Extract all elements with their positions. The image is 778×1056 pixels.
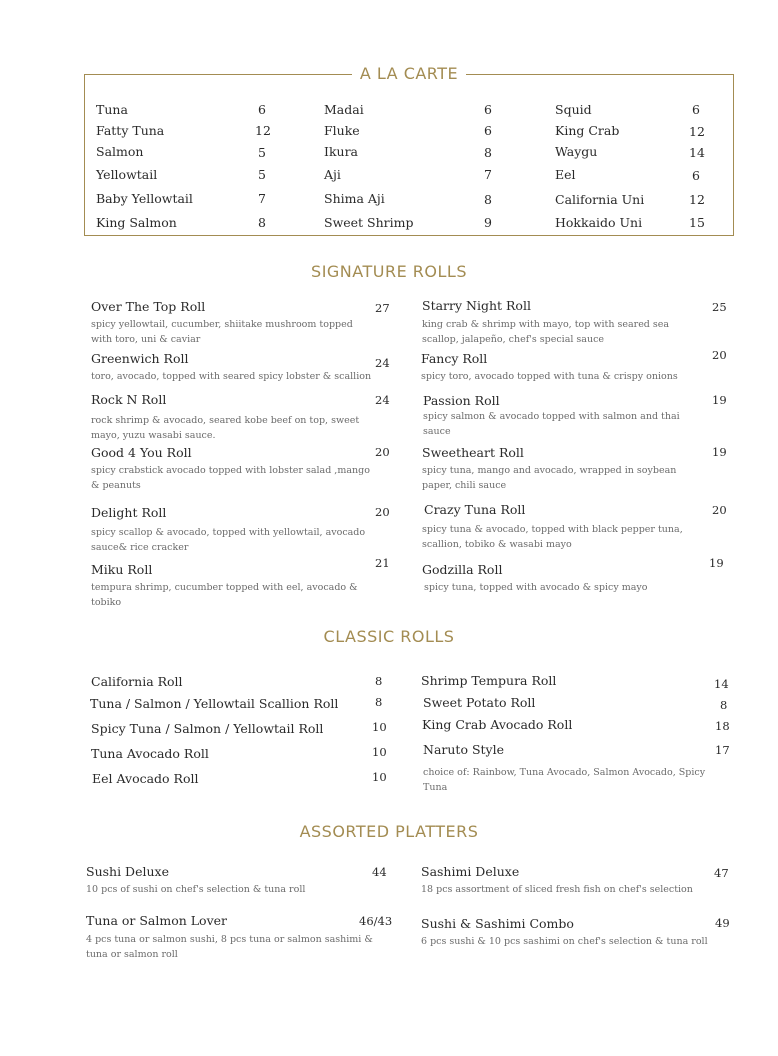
roll-description: tempura shrimp, cucumber topped with eel, avocado & tobiko <box>91 582 358 608</box>
roll-name: Shrimp Tempura Roll <box>421 673 557 688</box>
roll-description: toro, avocado, topped with seared spicy lobster & scallion <box>91 371 372 382</box>
item-price: 14 <box>689 145 705 160</box>
roll-name: Tuna / Salmon / Yellowtail Scallion Roll <box>90 696 339 711</box>
item-name: King Crab <box>555 123 620 138</box>
platter-description: 10 pcs of sushi on chef's selection & tuna roll <box>86 884 306 895</box>
item-name: California Uni <box>555 192 645 207</box>
roll-name: Sweet Potato Roll <box>423 695 536 710</box>
platter-name: Sashimi Deluxe <box>421 864 520 879</box>
roll-name: Starry Night Roll <box>422 298 531 313</box>
roll-price: 24 <box>375 393 390 407</box>
roll-price: 14 <box>714 677 729 691</box>
roll-price: 18 <box>715 719 730 733</box>
item-price: 12 <box>255 123 271 138</box>
roll-price: 27 <box>375 301 390 315</box>
item-name: Aji <box>324 167 341 182</box>
platter-description: 4 pcs tuna or salmon sushi, 8 pcs tuna or salmon sashimi & tuna or salmon roll <box>86 934 373 960</box>
roll-name: King Crab Avocado Roll <box>422 717 573 732</box>
roll-name: Fancy Roll <box>421 351 488 366</box>
item-name: Waygu <box>555 144 598 159</box>
platter-description: 18 pcs assortment of sliced fresh fish on chef's selection <box>421 884 693 895</box>
item-name: Eel <box>555 167 576 182</box>
roll-description: spicy tuna, topped with avocado & spicy mayo <box>424 582 648 593</box>
roll-price: 8 <box>375 695 383 709</box>
roll-price: 21 <box>375 556 390 570</box>
item-name: Madai <box>324 102 364 117</box>
item-price: 8 <box>484 145 492 160</box>
item-price: 6 <box>484 102 492 117</box>
roll-price: 24 <box>375 356 390 370</box>
classic-rolls-title: CLASSIC ROLLS <box>323 627 455 646</box>
platter-name: Sushi & Sashimi Combo <box>421 916 574 931</box>
platter-description: 6 pcs sushi & 10 pcs sashimi on chef's selection & tuna roll <box>421 936 708 947</box>
roll-name: Crazy Tuna Roll <box>424 502 526 517</box>
signature-rolls-title: SIGNATURE ROLLS <box>311 262 467 281</box>
a-la-carte-box <box>84 64 734 236</box>
item-price: 6 <box>484 123 492 138</box>
roll-price: 20 <box>712 503 727 517</box>
item-price: 6 <box>258 102 266 117</box>
roll-price: 20 <box>375 505 390 519</box>
roll-price: 10 <box>372 770 387 784</box>
item-name: Hokkaido Uni <box>555 215 643 230</box>
a-la-carte-title: A LA CARTE <box>352 64 466 83</box>
roll-description: spicy scallop & avocado, topped with yellowtail, avocado sauce& rice cracker <box>91 527 366 553</box>
item-price: 12 <box>689 124 705 139</box>
roll-price: 19 <box>709 556 724 570</box>
roll-description: spicy tuna, mango and avocado, wrapped in soybean paper, chili sauce <box>422 465 677 491</box>
item-name: Shima Aji <box>324 191 385 206</box>
roll-name: Greenwich Roll <box>91 351 189 366</box>
roll-name: Rock N Roll <box>91 392 167 407</box>
roll-price: 8 <box>375 674 383 688</box>
roll-description: spicy crabstick avocado topped with lobster salad ,mango & peanuts <box>91 465 370 491</box>
roll-name: Passion Roll <box>423 393 500 408</box>
roll-name: Spicy Tuna / Salmon / Yellowtail Roll <box>91 721 324 736</box>
roll-name: Delight Roll <box>91 505 167 520</box>
roll-price: 19 <box>712 445 727 459</box>
roll-name: Eel Avocado Roll <box>92 771 199 786</box>
item-price: 9 <box>484 215 492 230</box>
item-name: Squid <box>555 102 592 117</box>
item-price: 8 <box>484 192 492 207</box>
roll-price: 19 <box>712 393 727 407</box>
item-price: 12 <box>689 192 705 207</box>
roll-description: choice of: Rainbow, Tuna Avocado, Salmon Avocado, Spicy Tuna <box>423 767 706 793</box>
platter-price: 46/43 <box>359 914 393 928</box>
roll-description: rock shrimp & avocado, seared kobe beef on top, sweet mayo, yuzu wasabi sauce. <box>91 415 360 441</box>
roll-name: Godzilla Roll <box>422 562 503 577</box>
roll-description: spicy yellowtail, cucumber, shiitake mushroom topped with toro, uni & caviar <box>91 319 353 345</box>
platter-price: 47 <box>714 866 729 880</box>
platter-name: Tuna or Salmon Lover <box>86 913 228 928</box>
roll-description: spicy toro, avocado topped with tuna & crispy onions <box>421 371 678 382</box>
platter-price: 49 <box>715 916 730 930</box>
roll-description: spicy salmon & avocado topped with salmon and thai sauce <box>423 411 680 437</box>
item-price: 6 <box>692 168 700 183</box>
item-name: King Salmon <box>96 215 177 230</box>
roll-price: 8 <box>720 698 728 712</box>
item-price: 7 <box>258 191 266 206</box>
platter-price: 44 <box>372 865 387 879</box>
roll-description: spicy tuna & avocado, topped with black pepper tuna, scallion, tobiko & wasabi mayo <box>422 524 683 550</box>
roll-description: king crab & shrimp with mayo, top with seared sea scallop, jalapeño, chef's special sauce <box>422 319 670 345</box>
roll-price: 10 <box>372 745 387 759</box>
roll-price: 20 <box>375 445 390 459</box>
roll-price: 17 <box>715 743 730 757</box>
item-price: 7 <box>484 167 492 182</box>
roll-name: Naruto Style <box>423 742 504 757</box>
item-name: Sweet Shrimp <box>324 215 414 230</box>
item-price: 8 <box>258 215 266 230</box>
roll-price: 20 <box>712 348 727 362</box>
item-name: Fluke <box>324 123 360 138</box>
item-name: Fatty Tuna <box>96 123 165 138</box>
item-price: 6 <box>692 102 700 117</box>
roll-name: Tuna Avocado Roll <box>91 746 209 761</box>
item-name: Tuna <box>96 102 128 117</box>
assorted-platters-title: ASSORTED PLATTERS <box>299 822 479 841</box>
roll-name: Over The Top Roll <box>91 299 206 314</box>
roll-price: 10 <box>372 720 387 734</box>
item-price: 5 <box>258 145 266 160</box>
roll-name: California Roll <box>91 674 183 689</box>
item-price: 15 <box>689 215 705 230</box>
item-name: Ikura <box>324 144 358 159</box>
platter-name: Sushi Deluxe <box>86 864 169 879</box>
item-name: Yellowtail <box>96 167 158 182</box>
item-price: 5 <box>258 167 266 182</box>
roll-price: 25 <box>712 300 727 314</box>
roll-name: Sweetheart Roll <box>422 445 524 460</box>
roll-name: Good 4 You Roll <box>91 445 192 460</box>
item-name: Salmon <box>96 144 144 159</box>
roll-name: Miku Roll <box>91 562 153 577</box>
item-name: Baby Yellowtail <box>96 191 193 206</box>
